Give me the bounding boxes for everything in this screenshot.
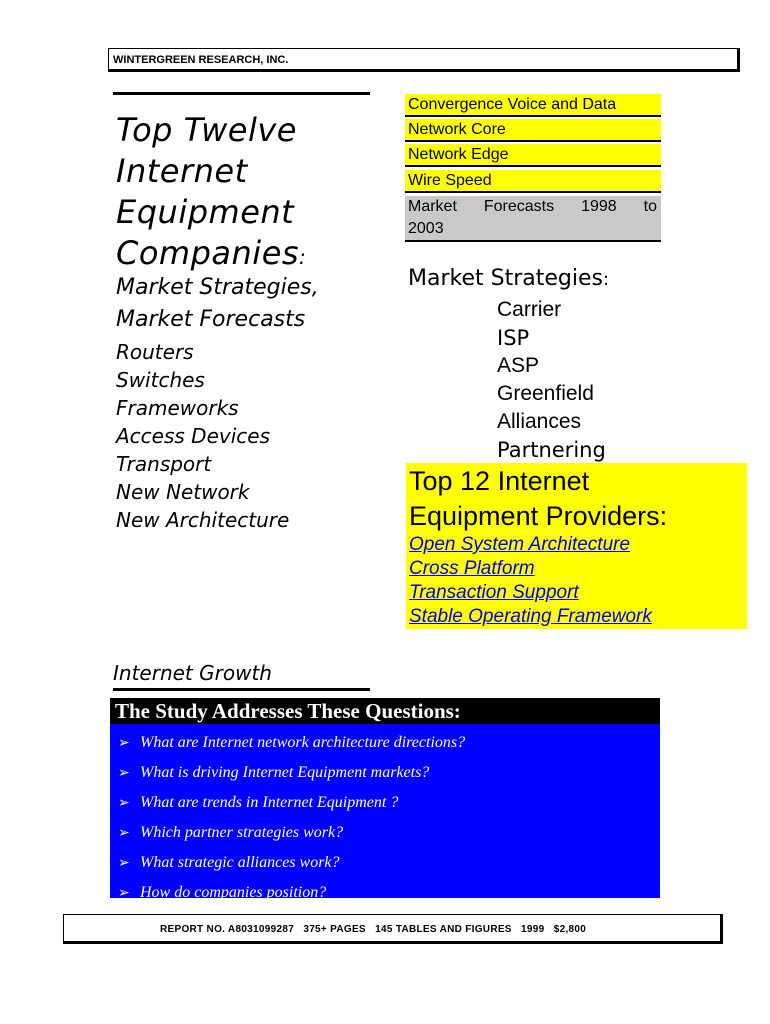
question-text: What are Internet network architecture directions?	[140, 734, 466, 751]
question-item	[118, 818, 660, 848]
question-item	[118, 848, 660, 878]
tables-count: 145 TABLES AND FIGURES	[375, 924, 512, 935]
title-line-4: Companies	[116, 234, 300, 272]
question-text: Which partner strategies work?	[140, 824, 344, 841]
question-text: What are trends in Internet Equipment ?	[140, 794, 399, 811]
question-item	[118, 728, 660, 758]
forecast-word: Market	[408, 198, 457, 215]
title-line-1: Top Twelve	[116, 111, 297, 149]
title-line-2: Internet	[116, 152, 248, 190]
strategy-item: Partnering	[497, 438, 606, 462]
provider-link[interactable]: Stable Operating Framework	[409, 606, 652, 627]
strategy-item: Carrier	[497, 298, 562, 321]
report-year: 1999	[521, 924, 545, 935]
topic-item: Routers	[116, 340, 194, 364]
topic-item: New Architecture	[116, 508, 290, 532]
page-count: 375+ PAGES	[303, 924, 366, 935]
report-number: REPORT NO. A8031099287	[160, 924, 295, 935]
company-name: WINTERGREEN RESEARCH, INC.	[113, 54, 289, 66]
subtitle-line-1: Market Strategies,	[116, 275, 319, 300]
report-title	[116, 110, 366, 278]
topics-list	[116, 338, 376, 534]
topic-item: Switches	[116, 368, 205, 392]
topic-item: Transport	[116, 452, 212, 476]
question-text: How do companies position?	[140, 884, 327, 901]
question-text: What strategic alliances work?	[140, 854, 340, 871]
forecast-year: 2003	[408, 220, 444, 237]
providers-list	[409, 533, 652, 629]
arrow-bullet-icon: ➢	[118, 765, 130, 781]
tag-network-core: Network Core	[405, 119, 661, 142]
questions-header	[110, 698, 660, 724]
topic-item: New Network	[116, 480, 250, 504]
forecast-word: Forecasts	[483, 198, 555, 215]
footer-box	[63, 914, 723, 944]
arrow-bullet-icon: ➢	[118, 735, 130, 751]
question-item	[118, 758, 660, 788]
forecast-word: to	[643, 198, 657, 215]
left-top-rule	[113, 92, 370, 95]
strategy-item: Alliances	[497, 410, 582, 433]
report-info	[160, 924, 586, 935]
report-subtitle	[116, 272, 376, 336]
forecast-line-1	[408, 196, 661, 218]
tag-convergence: Convergence Voice and Data	[405, 94, 661, 117]
providers-box	[406, 463, 747, 629]
forecast-word: 1998	[581, 198, 617, 215]
header-box	[108, 48, 740, 72]
market-strategies-list	[497, 296, 606, 464]
question-item	[118, 878, 660, 908]
tag-network-edge: Network Edge	[405, 144, 661, 167]
questions-list	[110, 724, 660, 908]
market-strategies-title: Market Strategies	[408, 266, 603, 291]
title-line-3: Equipment	[116, 193, 295, 231]
providers-title-line-1: Top 12 Internet	[409, 466, 590, 496]
providers-title-line-2: Equipment Providers:	[409, 501, 668, 531]
tag-market-forecasts	[405, 196, 661, 242]
providers-title	[409, 464, 667, 534]
internet-growth-heading: Internet Growth	[113, 661, 272, 685]
topic-item: Frameworks	[116, 396, 239, 420]
questions-title: The Study Addresses These Questions:	[115, 699, 461, 723]
report-price: $2,800	[553, 924, 587, 935]
market-strategies-heading	[408, 264, 609, 295]
provider-link[interactable]: Cross Platform	[409, 558, 535, 579]
provider-link[interactable]: Open System Architecture	[409, 534, 631, 555]
market-strategies-colon: :	[602, 269, 610, 290]
title-colon: :	[299, 245, 307, 269]
left-bottom-rule	[113, 688, 370, 691]
arrow-bullet-icon: ➢	[118, 885, 130, 901]
arrow-bullet-icon: ➢	[118, 855, 130, 871]
strategy-item: ISP	[497, 326, 530, 350]
tag-wire-speed: Wire Speed	[405, 170, 661, 193]
arrow-bullet-icon: ➢	[118, 795, 130, 811]
topic-item: Access Devices	[116, 424, 270, 448]
question-text: What is driving Internet Equipment markets?	[140, 764, 430, 781]
strategy-item: ASP	[497, 354, 540, 377]
question-item	[118, 788, 660, 818]
strategy-item: Greenfield	[497, 382, 594, 405]
questions-box	[110, 724, 660, 901]
arrow-bullet-icon: ➢	[118, 825, 130, 841]
provider-link[interactable]: Transaction Support	[409, 582, 579, 603]
subtitle-line-2: Market Forecasts	[116, 307, 306, 332]
